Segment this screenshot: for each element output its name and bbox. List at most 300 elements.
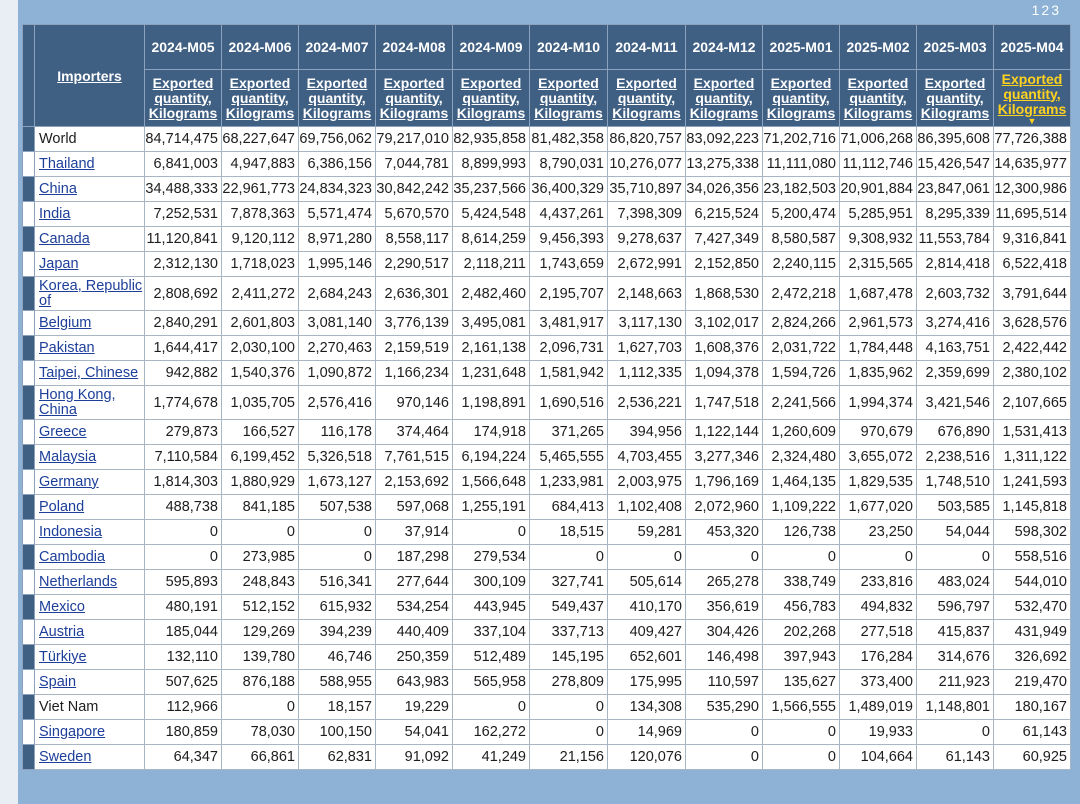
value-cell: 1,566,555 (763, 695, 840, 720)
measure-sort-link[interactable]: Exported quantity, Kilograms (766, 74, 836, 121)
importer-link[interactable]: Germany (39, 473, 99, 490)
value-cell: 0 (686, 545, 763, 570)
value-cell: 373,400 (840, 670, 917, 695)
value-cell: 34,488,333 (145, 177, 222, 202)
value-cell: 1,835,962 (840, 361, 917, 386)
value-cell: 21,156 (530, 745, 608, 770)
header-stub (23, 25, 35, 127)
value-cell: 185,044 (145, 620, 222, 645)
value-cell: 0 (530, 545, 608, 570)
value-cell: 112,966 (145, 695, 222, 720)
value-cell: 327,741 (530, 570, 608, 595)
value-cell: 12,300,986 (994, 177, 1071, 202)
table-row (23, 695, 1071, 720)
importer-name-cell (35, 470, 145, 495)
value-cell: 9,308,932 (840, 227, 917, 252)
value-cell: 0 (763, 545, 840, 570)
value-cell: 3,277,346 (686, 445, 763, 470)
value-cell: 1,687,478 (840, 277, 917, 311)
period-header: 2024-M09 (453, 25, 530, 70)
value-cell: 61,143 (994, 720, 1071, 745)
value-cell: 135,627 (763, 670, 840, 695)
value-cell: 233,816 (840, 570, 917, 595)
value-cell: 7,252,531 (145, 202, 222, 227)
value-cell: 54,041 (376, 720, 453, 745)
value-cell: 6,194,224 (453, 445, 530, 470)
value-cell: 2,161,138 (453, 336, 530, 361)
importer-name-cell (35, 361, 145, 386)
value-cell: 615,932 (299, 595, 376, 620)
value-cell: 60,925 (994, 745, 1071, 770)
value-cell: 2,270,463 (299, 336, 376, 361)
value-cell: 1,094,378 (686, 361, 763, 386)
value-cell: 5,424,548 (453, 202, 530, 227)
value-cell: 480,191 (145, 595, 222, 620)
value-cell: 970,146 (376, 386, 453, 420)
value-cell: 1,868,530 (686, 277, 763, 311)
measure-sort-link[interactable]: Exported quantity, Kilograms (302, 74, 372, 121)
value-cell: 69,756,062 (299, 127, 376, 152)
importers-header (35, 25, 145, 127)
value-cell: 176,284 (840, 645, 917, 670)
value-cell: 116,178 (299, 420, 376, 445)
measure-sort-link[interactable]: Exported quantity, Kilograms (920, 74, 990, 121)
value-cell: 2,422,442 (994, 336, 1071, 361)
value-cell: 11,111,080 (763, 152, 840, 177)
page-link[interactable]: 1 (1031, 2, 1041, 18)
value-cell: 22,961,773 (222, 177, 299, 202)
value-cell: 1,774,678 (145, 386, 222, 420)
value-cell: 11,695,514 (994, 202, 1071, 227)
importer-link[interactable]: Hong Kong, China (39, 386, 116, 418)
value-cell: 7,398,309 (608, 202, 686, 227)
row-stub (23, 152, 35, 177)
value-cell: 86,395,608 (917, 127, 994, 152)
value-cell: 6,215,524 (686, 202, 763, 227)
importer-name-cell (35, 745, 145, 770)
value-cell: 174,918 (453, 420, 530, 445)
value-cell: 11,120,841 (145, 227, 222, 252)
row-stub (23, 277, 35, 311)
measure-header (608, 70, 686, 127)
period-header: 2024-M07 (299, 25, 376, 70)
importer-name-cell (35, 595, 145, 620)
importer-name-cell (35, 570, 145, 595)
value-cell: 62,831 (299, 745, 376, 770)
measure-header (530, 70, 608, 127)
value-cell: 1,995,146 (299, 252, 376, 277)
table-row (23, 470, 1071, 495)
page-link[interactable]: 2 (1041, 2, 1051, 18)
value-cell: 3,117,130 (608, 311, 686, 336)
table-row (23, 311, 1071, 336)
measure-header (299, 70, 376, 127)
value-cell: 77,726,388 (994, 127, 1071, 152)
value-cell: 219,470 (994, 670, 1071, 695)
value-cell: 2,148,663 (608, 277, 686, 311)
value-cell: 104,664 (840, 745, 917, 770)
importer-link[interactable]: Korea, Republic of (39, 277, 143, 309)
value-cell: 1,241,593 (994, 470, 1071, 495)
value-cell: 66,861 (222, 745, 299, 770)
importer-name-cell (35, 420, 145, 445)
importer-link[interactable]: Belgium (39, 314, 92, 331)
value-cell: 326,692 (994, 645, 1071, 670)
value-cell: 9,278,637 (608, 227, 686, 252)
value-cell: 19,229 (376, 695, 453, 720)
measure-sort-link[interactable]: Exported quantity, Kilograms (689, 74, 759, 121)
value-cell: 1,035,705 (222, 386, 299, 420)
measure-sort-link[interactable]: Exported quantity, Kilograms (456, 74, 526, 121)
value-cell: 443,945 (453, 595, 530, 620)
importers-table (22, 24, 1071, 770)
period-header: 2024-M05 (145, 25, 222, 70)
value-cell: 488,738 (145, 495, 222, 520)
importer-link[interactable]: India (39, 205, 71, 222)
value-cell: 356,619 (686, 595, 763, 620)
importer-link[interactable]: Greece (39, 423, 87, 440)
value-cell: 278,809 (530, 670, 608, 695)
value-cell: 0 (917, 720, 994, 745)
value-cell: 456,783 (763, 595, 840, 620)
table-row (23, 336, 1071, 361)
value-cell: 18,157 (299, 695, 376, 720)
importer-link[interactable]: Austria (39, 623, 85, 640)
value-cell: 180,167 (994, 695, 1071, 720)
value-cell: 5,670,570 (376, 202, 453, 227)
table-row (23, 720, 1071, 745)
value-cell: 2,482,460 (453, 277, 530, 311)
value-cell: 61,143 (917, 745, 994, 770)
value-cell: 2,603,732 (917, 277, 994, 311)
importer-link[interactable]: Mexico (39, 598, 85, 615)
measure-sort-link[interactable]: Exported quantity, Kilograms (612, 74, 681, 121)
importer-name-cell: Viet Nam (35, 695, 145, 720)
value-cell: 314,676 (917, 645, 994, 670)
value-cell: 431,949 (994, 620, 1071, 645)
value-cell: 1,166,234 (376, 361, 453, 386)
value-cell: 534,254 (376, 595, 453, 620)
row-stub (23, 420, 35, 445)
row-stub (23, 177, 35, 202)
value-cell: 2,107,665 (994, 386, 1071, 420)
value-cell: 7,110,584 (145, 445, 222, 470)
value-cell: 145,195 (530, 645, 608, 670)
value-cell: 1,090,872 (299, 361, 376, 386)
value-cell: 507,538 (299, 495, 376, 520)
value-cell: 5,326,518 (299, 445, 376, 470)
value-cell: 394,956 (608, 420, 686, 445)
value-cell: 3,081,140 (299, 311, 376, 336)
value-cell: 1,540,376 (222, 361, 299, 386)
value-cell: 505,614 (608, 570, 686, 595)
value-cell: 2,241,566 (763, 386, 840, 420)
value-cell: 19,933 (840, 720, 917, 745)
value-cell: 409,427 (608, 620, 686, 645)
value-cell: 415,837 (917, 620, 994, 645)
row-stub (23, 570, 35, 595)
value-cell: 180,859 (145, 720, 222, 745)
value-cell: 64,347 (145, 745, 222, 770)
value-cell: 1,690,516 (530, 386, 608, 420)
value-cell: 187,298 (376, 545, 453, 570)
importer-name-cell (35, 277, 145, 311)
value-cell: 1,112,335 (608, 361, 686, 386)
value-cell: 30,842,242 (376, 177, 453, 202)
value-cell: 248,843 (222, 570, 299, 595)
value-cell: 2,290,517 (376, 252, 453, 277)
value-cell: 8,899,993 (453, 152, 530, 177)
value-cell: 0 (453, 695, 530, 720)
measure-header (145, 70, 222, 127)
period-header: 2024-M10 (530, 25, 608, 70)
value-cell: 453,320 (686, 520, 763, 545)
importer-name-cell (35, 311, 145, 336)
value-cell: 0 (840, 545, 917, 570)
importer-link[interactable]: Cambodia (39, 548, 106, 565)
value-cell: 54,044 (917, 520, 994, 545)
importer-name-cell (35, 386, 145, 420)
value-cell: 59,281 (608, 520, 686, 545)
value-cell: 23,182,503 (763, 177, 840, 202)
value-cell: 503,585 (917, 495, 994, 520)
value-cell: 15,426,547 (917, 152, 994, 177)
value-cell: 2,576,416 (299, 386, 376, 420)
value-cell: 2,312,130 (145, 252, 222, 277)
value-cell: 120,076 (608, 745, 686, 770)
sort-descending-icon: ▼ (1027, 115, 1037, 126)
value-cell: 7,427,349 (686, 227, 763, 252)
value-cell: 0 (917, 545, 994, 570)
value-cell: 20,901,884 (840, 177, 917, 202)
value-cell: 1,311,122 (994, 445, 1071, 470)
value-cell: 0 (686, 745, 763, 770)
value-cell: 14,969 (608, 720, 686, 745)
value-cell: 2,096,731 (530, 336, 608, 361)
value-cell: 2,380,102 (994, 361, 1071, 386)
value-cell: 565,958 (453, 670, 530, 695)
importer-link[interactable]: Poland (39, 498, 85, 515)
period-header: 2025-M04 (994, 25, 1071, 70)
importer-link[interactable]: Indonesia (39, 523, 102, 540)
value-cell: 8,790,031 (530, 152, 608, 177)
value-cell: 126,738 (763, 520, 840, 545)
importer-link[interactable]: Canada (39, 230, 90, 247)
value-cell: 79,217,010 (376, 127, 453, 152)
page-link[interactable]: 3 (1051, 2, 1060, 18)
value-cell: 68,227,647 (222, 127, 299, 152)
measure-sort-link[interactable]: Exported quantity, Kilograms (997, 70, 1067, 117)
importer-link[interactable]: Malaysia (39, 448, 97, 465)
value-cell: 34,026,356 (686, 177, 763, 202)
value-cell: 1,231,648 (453, 361, 530, 386)
value-cell: 4,163,751 (917, 336, 994, 361)
value-cell: 3,776,139 (376, 311, 453, 336)
period-header: 2024-M12 (686, 25, 763, 70)
value-cell: 0 (763, 720, 840, 745)
value-cell: 6,199,452 (222, 445, 299, 470)
value-cell: 2,195,707 (530, 277, 608, 311)
value-cell: 304,426 (686, 620, 763, 645)
measure-sort-link[interactable]: Exported quantity, Kilograms (148, 74, 218, 121)
value-cell: 0 (686, 720, 763, 745)
row-stub (23, 445, 35, 470)
value-cell: 652,601 (608, 645, 686, 670)
value-cell: 371,265 (530, 420, 608, 445)
measure-header-row (23, 70, 1071, 127)
measure-header (994, 70, 1071, 127)
importer-name-cell (35, 202, 145, 227)
importer-link[interactable]: Spain (39, 673, 77, 690)
measure-sort-link[interactable]: Exported quantity, Kilograms (379, 74, 449, 121)
value-cell: 78,030 (222, 720, 299, 745)
table-row (23, 670, 1071, 695)
value-cell: 0 (145, 520, 222, 545)
value-cell: 81,482,358 (530, 127, 608, 152)
value-cell: 2,072,960 (686, 495, 763, 520)
value-cell: 162,272 (453, 720, 530, 745)
value-cell: 7,761,515 (376, 445, 453, 470)
value-cell: 71,202,716 (763, 127, 840, 152)
table-row (23, 745, 1071, 770)
row-stub (23, 620, 35, 645)
value-cell: 1,581,942 (530, 361, 608, 386)
value-cell: 516,341 (299, 570, 376, 595)
importer-link[interactable]: Türkiye (39, 648, 87, 665)
importer-name-cell (35, 227, 145, 252)
value-cell: 9,456,393 (530, 227, 608, 252)
value-cell: 1,627,703 (608, 336, 686, 361)
importer-link[interactable]: Taipei, Chinese (39, 364, 139, 381)
row-stub (23, 495, 35, 520)
bottom-bar (18, 792, 1080, 804)
table-row (23, 420, 1071, 445)
value-cell: 86,820,757 (608, 127, 686, 152)
measure-header (763, 70, 840, 127)
importer-name-cell (35, 620, 145, 645)
importer-name-cell (35, 252, 145, 277)
value-cell: 5,200,474 (763, 202, 840, 227)
importer-link[interactable]: Singapore (39, 723, 106, 740)
value-cell: 2,636,301 (376, 277, 453, 311)
period-header: 2025-M01 (763, 25, 840, 70)
value-cell: 0 (530, 720, 608, 745)
importer-link[interactable]: Sweden (39, 748, 92, 765)
value-cell: 595,893 (145, 570, 222, 595)
row-stub (23, 695, 35, 720)
importer-link[interactable]: Pakistan (39, 339, 95, 356)
table-row (23, 177, 1071, 202)
value-cell: 279,873 (145, 420, 222, 445)
value-cell: 1,677,020 (840, 495, 917, 520)
measure-sort-link[interactable]: Exported quantity, Kilograms (843, 74, 913, 121)
row-stub (23, 745, 35, 770)
value-cell: 2,359,699 (917, 361, 994, 386)
period-header-row (23, 25, 1071, 70)
row-stub (23, 311, 35, 336)
value-cell: 2,684,243 (299, 277, 376, 311)
value-cell: 2,814,418 (917, 252, 994, 277)
value-cell: 23,847,061 (917, 177, 994, 202)
value-cell: 876,188 (222, 670, 299, 695)
value-cell: 5,285,951 (840, 202, 917, 227)
value-cell: 598,302 (994, 520, 1071, 545)
value-cell: 1,796,169 (686, 470, 763, 495)
row-stub (23, 252, 35, 277)
importer-link[interactable]: China (39, 180, 77, 197)
value-cell: 35,710,897 (608, 177, 686, 202)
row-stub (23, 470, 35, 495)
importer-link[interactable]: Thailand (39, 155, 95, 172)
row-stub (23, 520, 35, 545)
value-cell: 0 (453, 520, 530, 545)
value-cell: 129,269 (222, 620, 299, 645)
value-cell: 84,714,475 (145, 127, 222, 152)
value-cell: 146,498 (686, 645, 763, 670)
table-row (23, 545, 1071, 570)
value-cell: 139,780 (222, 645, 299, 670)
period-header: 2025-M02 (840, 25, 917, 70)
value-cell: 7,878,363 (222, 202, 299, 227)
value-cell: 0 (145, 545, 222, 570)
value-cell: 2,118,211 (453, 252, 530, 277)
table-row (23, 645, 1071, 670)
importer-link[interactable]: Japan (39, 255, 79, 272)
value-cell: 0 (299, 545, 376, 570)
measure-sort-link[interactable]: Exported quantity, Kilograms (225, 74, 295, 121)
value-cell: 1,233,981 (530, 470, 608, 495)
value-cell: 11,553,784 (917, 227, 994, 252)
table-row (23, 386, 1071, 420)
importer-link[interactable]: Netherlands (39, 573, 118, 590)
table-row (23, 495, 1071, 520)
value-cell: 3,495,081 (453, 311, 530, 336)
value-cell: 2,411,272 (222, 277, 299, 311)
value-cell: 549,437 (530, 595, 608, 620)
value-cell: 110,597 (686, 670, 763, 695)
value-cell: 512,489 (453, 645, 530, 670)
value-cell: 1,784,448 (840, 336, 917, 361)
value-cell: 374,464 (376, 420, 453, 445)
table-row (23, 252, 1071, 277)
value-cell: 24,834,323 (299, 177, 376, 202)
value-cell: 0 (299, 520, 376, 545)
table-row (23, 202, 1071, 227)
value-cell: 273,985 (222, 545, 299, 570)
value-cell: 841,185 (222, 495, 299, 520)
row-stub (23, 645, 35, 670)
value-cell: 175,995 (608, 670, 686, 695)
measure-sort-link[interactable]: Exported quantity, Kilograms (534, 74, 603, 121)
value-cell: 2,031,722 (763, 336, 840, 361)
value-cell: 2,824,266 (763, 311, 840, 336)
period-header: 2024-M11 (608, 25, 686, 70)
row-stub (23, 361, 35, 386)
value-cell: 132,110 (145, 645, 222, 670)
value-cell: 3,421,546 (917, 386, 994, 420)
importers-sort-link[interactable]: Importers (57, 67, 122, 84)
value-cell: 494,832 (840, 595, 917, 620)
measure-header (376, 70, 453, 127)
value-cell: 397,943 (763, 645, 840, 670)
table-body (23, 127, 1071, 770)
row-stub (23, 595, 35, 620)
table-row (23, 361, 1071, 386)
value-cell: 1,829,535 (840, 470, 917, 495)
measure-header (840, 70, 917, 127)
value-cell: 2,240,115 (763, 252, 840, 277)
value-cell: 0 (763, 745, 840, 770)
